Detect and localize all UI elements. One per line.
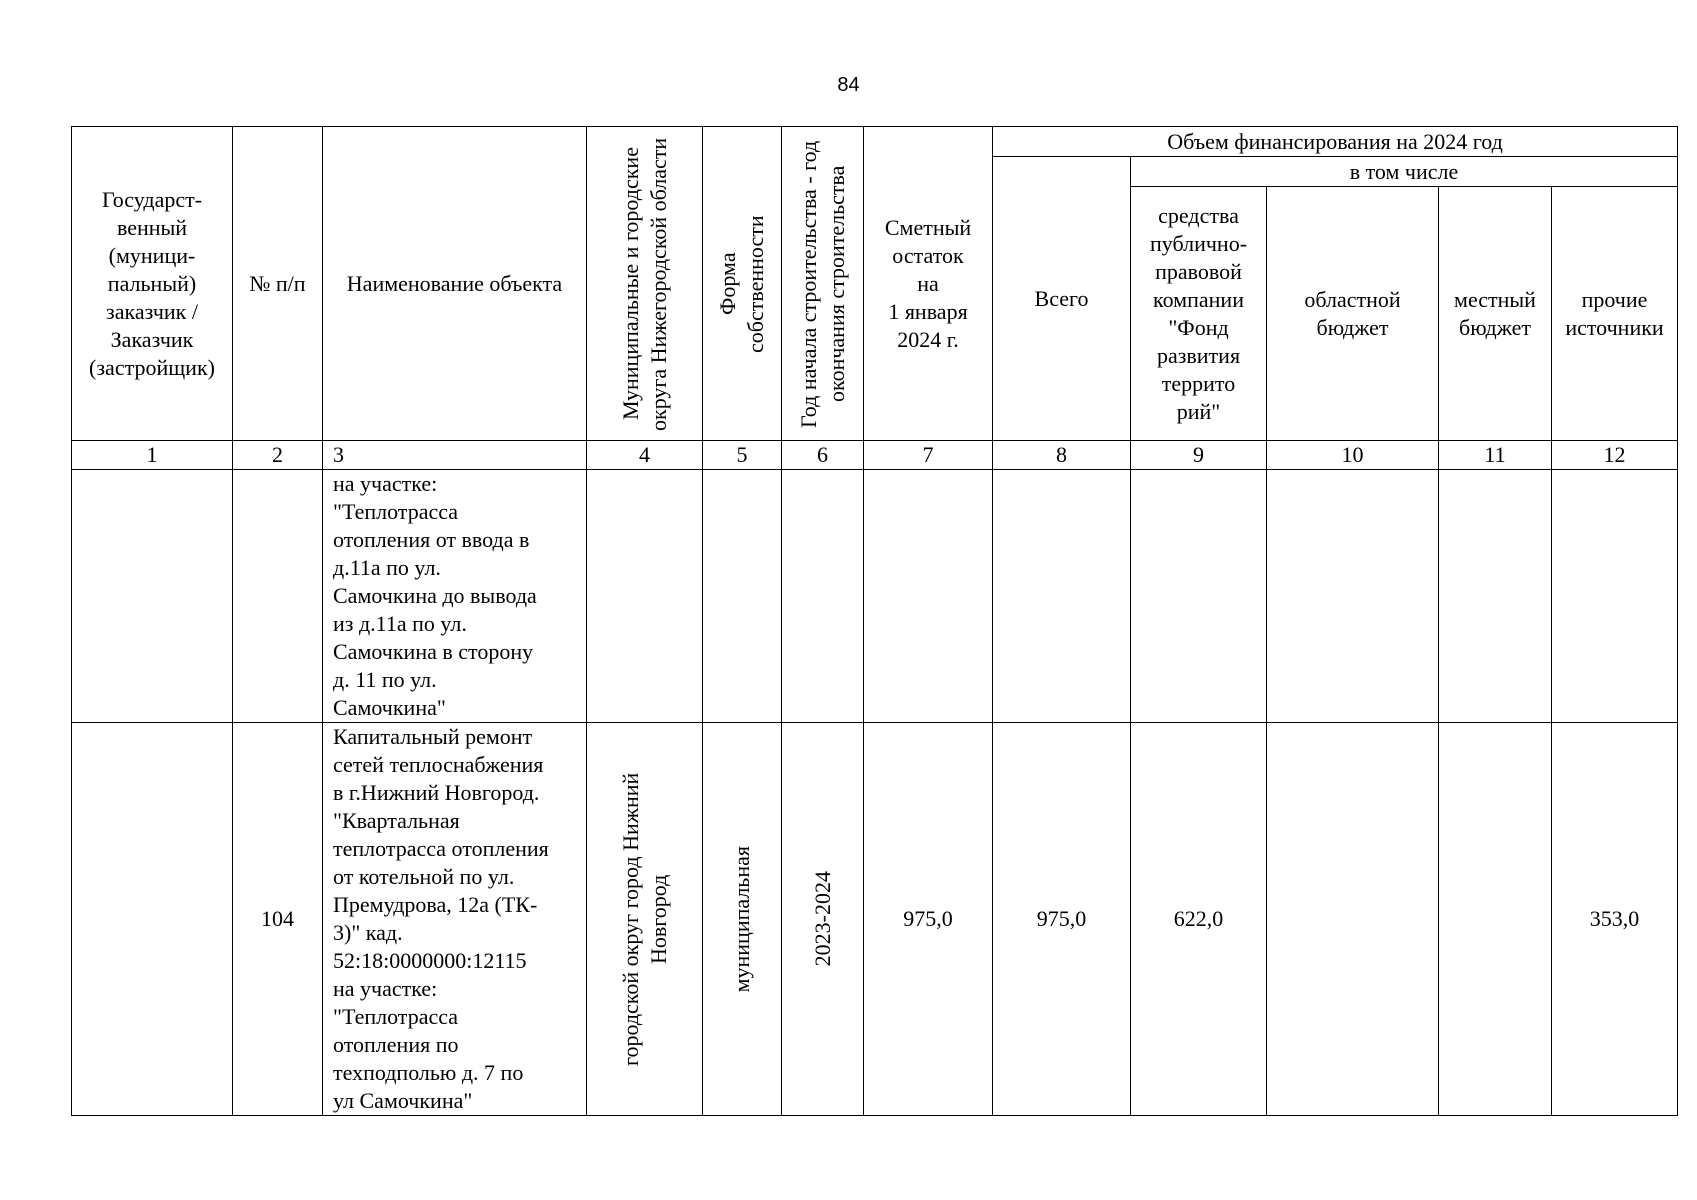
header-object-name: Наименование объекта — [323, 127, 587, 441]
row2-object-l9: 52:18:0000000:12115 — [333, 948, 527, 973]
header-including: в том числе — [1131, 157, 1678, 187]
header-customer-l1: Государст- — [101, 186, 203, 212]
header-fund-l6: развития — [1156, 342, 1241, 368]
header-fund — [1131, 187, 1267, 441]
header-fund-l2: публично- — [1149, 230, 1248, 256]
row2-customer — [72, 723, 233, 1116]
col-num-5: 5 — [703, 441, 782, 470]
row1-object-l3: отопления от ввода в — [333, 527, 530, 552]
col-num-8: 8 — [993, 441, 1131, 470]
header-estimate — [864, 127, 993, 441]
row2-object-l1: Капитальный ремонт — [333, 724, 533, 749]
col-num-10: 10 — [1267, 441, 1439, 470]
row2-object-l7: Премудрова, 12а (ТК- — [333, 892, 538, 917]
header-row-1 — [72, 127, 1678, 157]
row2-object-l4: "Квартальная — [333, 808, 460, 833]
row2-years — [782, 723, 864, 1116]
row2-ownership-text: муниципальная — [729, 845, 754, 993]
header-customer-l4: пальный) — [107, 270, 197, 296]
row2-object-l10: на участке: — [333, 976, 438, 1001]
row2-estimate: 975,0 — [864, 723, 993, 1116]
row2-object-l12: отопления по — [333, 1032, 459, 1057]
header-regional-l1: областной — [1304, 286, 1401, 312]
header-fund-l8: рий" — [1176, 398, 1221, 424]
row2-number: 104 — [233, 723, 323, 1116]
header-municipality — [587, 127, 703, 441]
row1-object-l1: на участке: — [333, 471, 438, 496]
row1-object-l4: д.11а по ул. — [333, 555, 441, 580]
header-estimate-l3: на — [917, 270, 939, 296]
row1-other — [1552, 470, 1678, 723]
header-estimate-l5: 2024 г. — [897, 326, 959, 352]
header-customer-l3: (муници- — [108, 242, 196, 268]
row1-object-l9: Самочкина" — [333, 695, 446, 720]
header-customer-l6: Заказчик — [110, 326, 194, 352]
header-customer — [72, 127, 233, 441]
header-fund-l5: "Фонд — [1168, 314, 1229, 340]
row1-object-l8: д. 11 по ул. — [333, 667, 437, 692]
row2-total: 975,0 — [993, 723, 1131, 1116]
row2-object-l8: 3)" кад. — [333, 920, 403, 945]
row2-municipality — [587, 723, 703, 1116]
row1-years — [782, 470, 864, 723]
col-num-9: 9 — [1131, 441, 1267, 470]
header-total: Всего — [993, 157, 1131, 441]
row2-ownership — [703, 723, 782, 1116]
col-num-6: 6 — [782, 441, 864, 470]
header-estimate-l1: Сметный — [884, 214, 972, 240]
row1-customer — [72, 470, 233, 723]
table-row — [72, 723, 1678, 1116]
header-other-l2: источники — [1565, 314, 1664, 340]
row2-object-l2: сетей теплоснабжения — [333, 752, 544, 777]
header-other-l1: прочие — [1581, 286, 1648, 312]
header-financing: Объем финансирования на 2024 год — [993, 127, 1678, 157]
row1-estimate — [864, 470, 993, 723]
row1-fund — [1131, 470, 1267, 723]
row1-local — [1439, 470, 1552, 723]
header-local-l2: бюджет — [1459, 314, 1531, 340]
header-other — [1552, 187, 1678, 441]
column-number-row — [72, 441, 1678, 470]
page-number: 84 — [837, 74, 860, 96]
row2-object-l11: "Теплотрасса — [333, 1004, 459, 1029]
row2-regional — [1267, 723, 1439, 1116]
col-num-4: 4 — [587, 441, 703, 470]
row2-object-l14: ул Самочкина" — [333, 1088, 473, 1113]
row2-object-l3: в г.Нижний Новгород. — [333, 780, 540, 805]
row1-number — [233, 470, 323, 723]
row1-object-l7: Самочкина в сторону — [333, 639, 534, 664]
header-estimate-l2: остаток — [892, 242, 964, 268]
col-num-2: 2 — [233, 441, 323, 470]
header-regional-l2: бюджет — [1316, 314, 1389, 340]
header-number: № п/п — [233, 127, 323, 441]
row1-municipality — [587, 470, 703, 723]
row2-other: 353,0 — [1552, 723, 1678, 1116]
col-num-3: 3 — [323, 441, 587, 470]
row2-object-l5: теплотрасса отопления — [333, 836, 549, 861]
row1-object-l6: из д.11а по ул. — [333, 611, 467, 636]
row1-object-l5: Самочкина до вывода — [333, 583, 537, 608]
row1-object-l2: "Теплотрасса — [333, 499, 459, 524]
header-ownership — [703, 127, 782, 441]
header-fund-l3: правовой — [1155, 258, 1242, 284]
row1-total — [993, 470, 1131, 723]
financing-table — [71, 126, 1678, 1116]
header-ownership-text: Форма собственности — [715, 214, 768, 353]
col-num-7: 7 — [864, 441, 993, 470]
header-fund-l4: компании — [1153, 286, 1244, 312]
header-fund-l7: террито — [1161, 370, 1236, 396]
row2-object-l13: техподполью д. 7 по — [333, 1060, 524, 1085]
row1-regional — [1267, 470, 1439, 723]
table-row — [72, 470, 1678, 723]
header-years-text: Год начала строительства - год окончания строительства — [795, 139, 849, 428]
row2-municipality-text: городской округ город Нижний Новгород — [617, 772, 671, 1066]
col-num-11: 11 — [1439, 441, 1552, 470]
header-municipality-text: Муниципальные и городские округа Нижегородской области — [617, 136, 671, 431]
header-estimate-l4: 1 января — [888, 298, 968, 324]
row2-object-l6: от котельной по ул. — [333, 864, 515, 889]
row1-ownership — [703, 470, 782, 723]
row2-years-text: 2023-2024 — [809, 871, 835, 967]
header-years — [782, 127, 864, 441]
header-local — [1439, 187, 1552, 441]
header-regional — [1267, 187, 1439, 441]
header-customer-l7: (застройщик) — [89, 354, 215, 380]
header-customer-l2: венный — [116, 214, 188, 240]
col-num-12: 12 — [1552, 441, 1678, 470]
row1-object-name — [323, 470, 587, 723]
row2-local — [1439, 723, 1552, 1116]
row2-fund: 622,0 — [1131, 723, 1267, 1116]
header-local-l1: местный — [1454, 286, 1536, 312]
header-fund-l1: средства — [1158, 202, 1239, 228]
col-num-1: 1 — [72, 441, 233, 470]
header-customer-l5: заказчик / — [106, 298, 198, 324]
row2-object-name — [323, 723, 587, 1116]
